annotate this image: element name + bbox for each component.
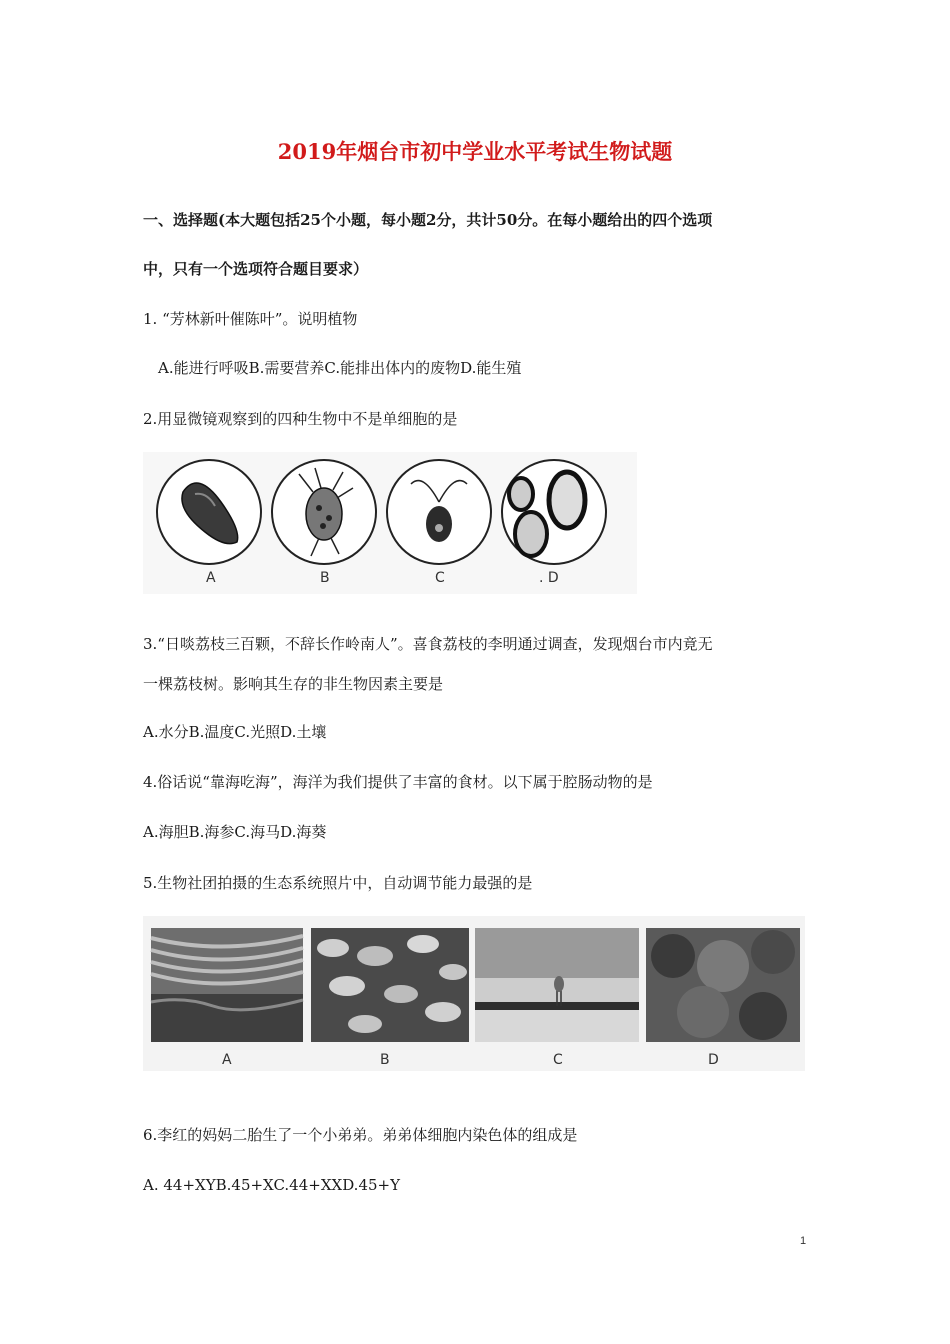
- photo-c-image: [475, 928, 639, 1042]
- organism-c-image: [387, 460, 491, 564]
- label-c: C: [435, 570, 445, 586]
- question-3-options: A.水分B.温度C.光照D.土壤: [143, 723, 327, 741]
- page-number: 1: [800, 1235, 807, 1247]
- question-1-stem: 1. “芳林新叶催陈叶”。说明植物: [143, 310, 358, 328]
- question-2-stem: 2.用显微镜观察到的四种生物中不是单细胞的是: [143, 410, 458, 428]
- section-heading: 一、选择题(本大题包括25个小题，每小题2分，共计50分。在每小题给出的四个选项: [143, 211, 713, 229]
- page-title: 2019年烟台市初中学业水平考试生物试题: [277, 139, 673, 164]
- question-5-stem: 5.生物社团拍摄的生态系统照片中，自动调节能力最强的是: [143, 874, 533, 892]
- question-6-stem: 6.李红的妈妈二胎生了一个小弟弟。弟弟体细胞内染色体的组成是: [143, 1126, 578, 1144]
- question-4-options: A.海胆B.海参C.海马D.海葵: [143, 823, 327, 841]
- section-heading-cont: 中，只有一个选项符合题目要求）: [143, 260, 369, 278]
- organism-d-image: [502, 460, 606, 564]
- ecosystem-photos: [143, 916, 805, 1071]
- label-d: . D: [539, 570, 559, 586]
- label-b: B: [380, 1052, 390, 1068]
- microscope-figure: [143, 452, 637, 594]
- question-6-options: A. 44+XYB.45+XC.44+XXD.45+Y: [143, 1176, 401, 1194]
- question-3-stem-line1: 3.“日啖荔枝三百颗，不辞长作岭南人”。喜食荔枝的李明通过调查，发现烟台市内竟无: [143, 635, 713, 653]
- question-4-stem: 4.俗话说“靠海吃海”，海洋为我们提供了丰富的食材。以下属于腔肠动物的是: [143, 773, 653, 791]
- question-3-stem-line2: 一棵荔枝树。影响其生存的非生物因素主要是: [143, 675, 444, 693]
- microscope-images: [143, 452, 637, 594]
- ecosystem-figure: [143, 916, 805, 1071]
- label-b: B: [320, 570, 330, 586]
- label-c: C: [553, 1052, 563, 1068]
- label-a: A: [222, 1052, 232, 1068]
- photo-d-image: [646, 928, 800, 1042]
- question-1-options: A.能进行呼吸B.需要营养C.能排出体内的废物D.能生殖: [158, 359, 522, 377]
- organism-a-image: [157, 460, 261, 564]
- organism-b-image: [272, 460, 376, 564]
- photo-b-image: [311, 928, 469, 1042]
- label-d: D: [708, 1052, 719, 1068]
- label-a: A: [206, 570, 216, 586]
- photo-a-image: [151, 928, 303, 1042]
